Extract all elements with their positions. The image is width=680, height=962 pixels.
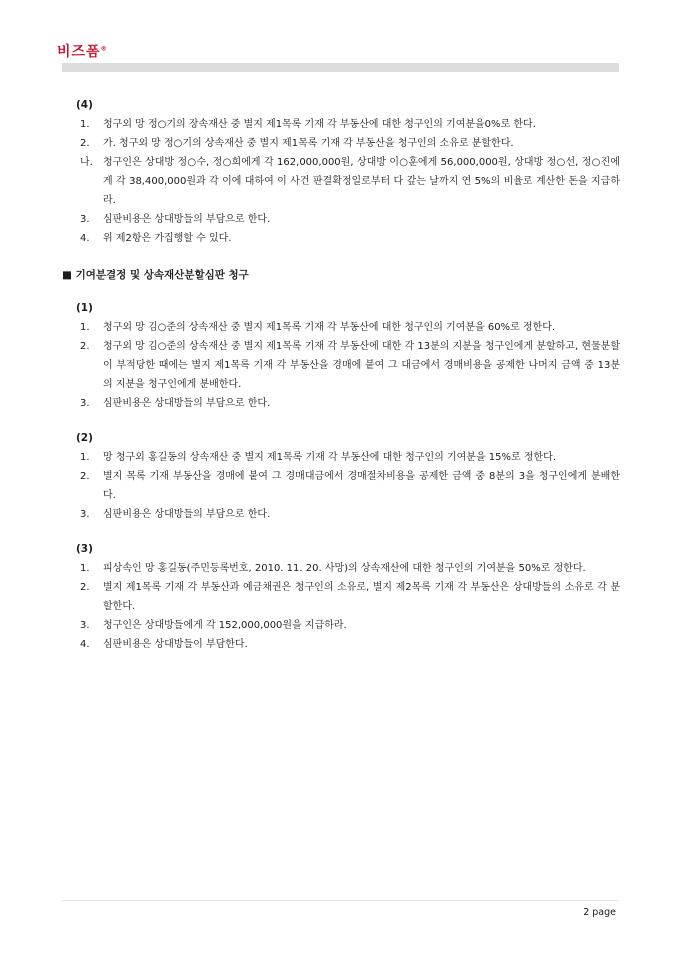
list-item	[62, 394, 620, 413]
section-prev	[62, 96, 620, 248]
list-item	[62, 448, 620, 467]
header-bar	[62, 63, 619, 72]
list-item	[62, 229, 620, 248]
group-label: (3)	[76, 543, 93, 555]
list-item	[62, 505, 620, 524]
item-text: 청구외 망 김○준의 상속재산 중 별지 제1목록 기재 각 부동산에 대한 청구인의 기여분을 60%로 정한다.	[103, 322, 556, 333]
bizforms-logo	[57, 41, 108, 61]
logo-text: 비즈폼	[57, 44, 101, 60]
item-number: 1.	[80, 452, 90, 463]
claim-group	[62, 540, 620, 654]
item-text: 청구외 망 정○기의 장속재산 중 별지 제1목록 기재 각 부동산에 대한 청구인의 기여분을0%로 한다.	[103, 119, 536, 130]
list-item	[62, 578, 620, 616]
section-prev-items	[62, 115, 620, 248]
list-item	[62, 337, 620, 394]
item-number: 3.	[80, 398, 90, 409]
item-text: 심판비용은 상대방들의 부담으로 한다.	[103, 509, 271, 520]
page-number: 2 page	[583, 907, 616, 918]
item-number: 1.	[80, 119, 90, 130]
list-item	[62, 467, 620, 505]
item-number: 2.	[80, 582, 90, 593]
item-number: 2.	[80, 341, 90, 352]
list-item	[62, 134, 620, 153]
item-number: 2.	[80, 471, 90, 482]
item-number: 나.	[80, 157, 93, 168]
claim-group	[62, 299, 620, 413]
group-label: (1)	[76, 302, 93, 314]
item-text: 심판비용은 상대방들이 부담한다.	[103, 639, 248, 650]
item-number: 4.	[80, 233, 90, 244]
item-text: 청구외 망 김○준의 상속재산 중 별지 제1목록 기재 각 부동산에 대한 각 13분의 지분을 청구인에게 분할하고, 현물분할이 부적당한 때에는 별지 제1목록 기재 각 부동산을 경매에 붙여 그 대금에서 경매비용을 공제한 나머지 금액 중 13분의 지분을 청구인에게 분배한다.	[103, 341, 620, 390]
item-text: 청구인은 상대방 정○수, 정○희에게 각 162,000,000원, 상대방 이○훈에게 56,000,000원, 상대방 정○선, 정○진에게 각 38,400,000원과 각 이에 대하여 이 사건 판결확정일로부터 다 갚는 날까지 연 5%의 비율로 계산한 돈을 지급하라.	[103, 157, 620, 206]
item-number: 4.	[80, 639, 90, 650]
item-text: 별지 제1목록 기재 각 부동산과 예금채권은 청구인의 소유로, 별지 제2목록 기재 각 부동산은 상대방들의 소유로 각 분할한다.	[103, 582, 620, 612]
item-text: 심판비용은 상대방들의 부담으로 한다.	[103, 398, 271, 409]
item-number: 1.	[80, 322, 90, 333]
claim-groups	[62, 299, 620, 654]
claim-group	[62, 429, 620, 524]
logo-mark: ®	[100, 45, 108, 53]
list-item	[62, 153, 620, 210]
section-label: (4)	[76, 99, 93, 111]
item-text: 청구인은 상대방들에게 각 152,000,000원을 지급하라.	[103, 620, 347, 631]
item-number: 2.	[80, 138, 90, 149]
list-item	[62, 318, 620, 337]
list-item	[62, 115, 620, 134]
item-text: 가. 청구외 망 정○기의 상속재산 중 별지 제1목록 기재 각 부동산을 청구인의 소유로 분할한다.	[103, 138, 514, 149]
list-item	[62, 210, 620, 229]
item-text: 피상속인 망 홍길동(주민등록번호, 2010. 11. 20. 사망)의 상속재산에 대한 청구인의 기여분을 50%로 정한다.	[103, 563, 586, 574]
item-number: 3.	[80, 509, 90, 520]
document-body	[62, 96, 620, 670]
list-item	[62, 616, 620, 635]
item-number: 1.	[80, 563, 90, 574]
item-number: 3.	[80, 214, 90, 225]
group-label: (2)	[76, 432, 93, 444]
main-heading: ■ 기여분결정 및 상속재산분할심판 청구	[62, 269, 249, 281]
item-text: 망 청구외 홍길동의 상속재산 중 별지 제1목록 기재 각 부동산에 대한 청구인의 기여분을 15%로 정한다.	[103, 452, 557, 463]
footer-divider	[62, 900, 619, 901]
list-item	[62, 635, 620, 654]
item-number: 3.	[80, 620, 90, 631]
item-text: 심판비용은 상대방들의 부담으로 한다.	[103, 214, 271, 225]
item-text: 위 제2항은 가집행할 수 있다.	[103, 233, 232, 244]
item-text: 별지 목록 기재 부동산을 경매에 붙여 그 경매대금에서 경매절차비용을 공제한 금액 중 8분의 3을 청구인에게 분배한다.	[103, 471, 620, 501]
list-item	[62, 559, 620, 578]
